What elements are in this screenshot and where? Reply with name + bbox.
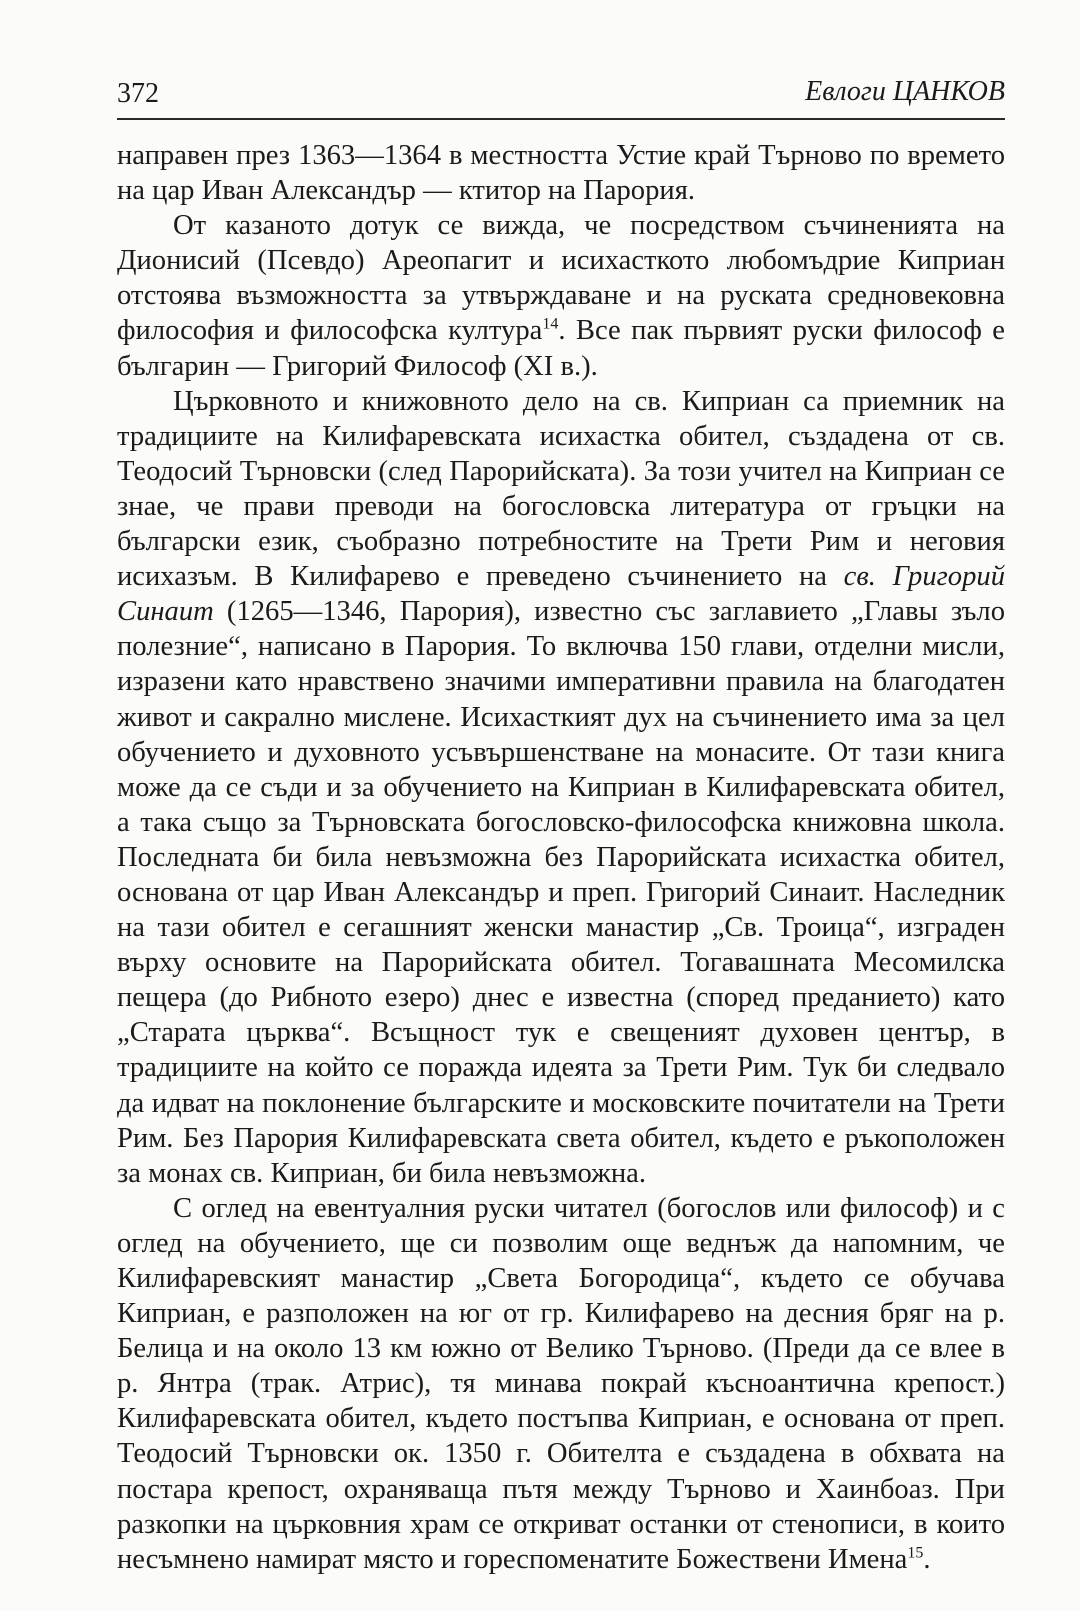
paragraph-3-text-end: (1265—1346, Парория), известно със заглавието „Главы зъло полезние“, написано в Парория. То включва 150 глави, отделни мисли, изразени като нравствено значими императивни правила на благодатен живот и сакрално мислене. Исихасткият дух на съчинението има за цел обучението и духовното усъвършенстване на монасите. От тази книга може да се съди и за обучението на Киприан в Килифаревската обител, а така също за Търновската богословско-философска книжовна школа. Последната би била невъзможна без Парорийската исихастка обител, основана от цар Иван Александър и преп. Григорий Синаит. Наследник на тази обител е сегашният женски манастир „Св. Троица“, изграден върху основите на Парорийската обител. Тогавашната Месомилска пещера (до Рибното езеро) днес е известна (според преданието) като „Старата църква“. Всъщност тук е свещеният духовен център, в традициите на който се поражда идеята за Трети Рим. Тук би следвало да идват на поклонение българските и московските почитатели на Трети Рим. Без Парория Килифаревската света обител, където е ръкоположен за монах св. Киприан, би била невъзможна.	[117, 596, 1005, 1189]
footnote-ref-14: 14	[542, 315, 559, 333]
paragraph-2	[117, 208, 1005, 383]
paragraph-2-text: От казаното дотук се вижда, че посредством съчиненията на Дионисий (Псевдо) Ареопагит и исихасткото любомъдрие Киприан отстоява възможността за утвърждаване и на руската средновековна философия и философска култура	[117, 210, 1005, 347]
paragraph-3-text: Църковното и книжовното дело на св. Киприан са приемник на традициите на Килифаревската исихастка обител, създадена от св. Теодосий Търновски (след Парорийската). За този учител на Киприан се знае, че прави преводи на богословска литература от гръцки на български език, съобразно потребностите на Трети Рим и неговия исихазъм. В Килифарево е преведено съчинението на	[117, 385, 1005, 593]
paragraph-2-text-end: . Все пак първият руски философ е българин — Григорий Философ (XI в.).	[117, 315, 1005, 382]
paragraph-4	[117, 1191, 1005, 1577]
page-header	[117, 72, 1005, 120]
paragraph-4-text-end: .	[923, 1543, 931, 1575]
book-page	[117, 72, 1005, 1577]
page-number: 372	[117, 78, 159, 109]
paragraph-1: направен през 1363—1364 в местността Устие край Търново по времето на цар Иван Александър — ктитор на Парория.	[117, 140, 1005, 207]
paragraph-4-text: С оглед на евентуалния руски читател (богослов или философ) и с оглед на обучението, ще си позволим още веднъж да напомним, че Килифаревският манастир „Света Богородица“, където се обучава Киприан, е разположен на юг от гр. Килифарево на десния бряг на р. Белица и на около 13 км южно от Велико Търново. (Преди да се влее в р. Янтра (трак. Атрис), тя минава покрай късноантична крепост.) Килифаревската обител, където постъпва Киприан, е основана от преп. Теодосий Търновски ок. 1350 г. Обителта е създадена в обхвата на постара крепост, охраняваща пътя между Търново и Хаинбоаз. При разкопки на църковния храм се откриват останки от стенописи, в които несъмнено намират място и гореспоменатите Божествени Имена	[117, 1192, 1005, 1575]
footnote-ref-15: 15	[907, 1544, 924, 1562]
paragraph-3-italic-name: св. Григорий Синаит	[117, 561, 1005, 628]
page-body	[117, 138, 1005, 1577]
running-head: Евлоги ЦАНКОВ	[805, 76, 1005, 107]
paragraph-3	[117, 384, 1005, 1191]
